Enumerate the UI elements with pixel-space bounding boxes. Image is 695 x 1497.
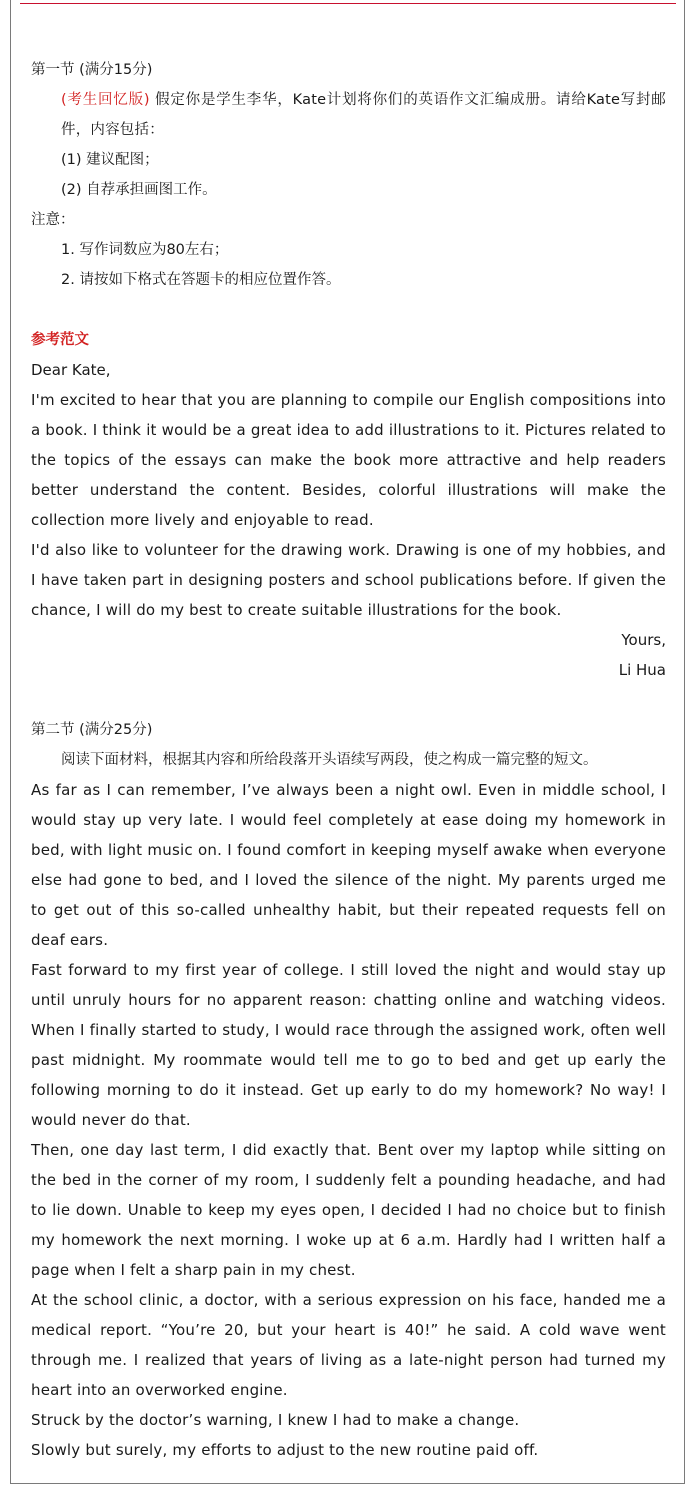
- section1-prompt-text: 假定你是学生李华，Kate计划将你们的英语作文汇编成册。请给Kate写封邮件，内容包括：: [61, 92, 666, 138]
- section1-heading: 第一节 (满分15分): [31, 62, 153, 78]
- recall-version-tag: (考生回忆版): [61, 92, 150, 108]
- spacer: [31, 685, 666, 715]
- continuation-opening: Struck by the doctor’s warning, I knew I had to make a change.: [31, 1411, 520, 1429]
- sample-essay-label: 参考范文: [31, 332, 89, 348]
- letter-signature: Li Hua: [618, 661, 666, 679]
- notice-item: 2. 请按如下格式在答题卡的相应位置作答。: [61, 272, 341, 288]
- section1-prompt: [31, 85, 666, 145]
- letter-paragraph: I'd also like to volunteer for the drawing work. Drawing is one of my hobbies, and I have taken part in designing posters and school publications before. If given the chance, I will do my best to create suitable illustrations for the book.: [31, 541, 666, 619]
- story-paragraph: Fast forward to my first year of college. I still loved the night and would stay up until unruly hours for no apparent reason: chatting online and watching videos. When I finally started to study, I would race through the assigned work, often well past midnight. My roommate would tell me to go to bed and get up early the following morning to do it instead. Get up early to do my homework? No way! I would never do that.: [31, 961, 666, 1129]
- story-paragraph: As far as I can remember, I’ve always been a night owl. Even in middle school, I would stay up very late. I would feel completely at ease doing my homework in bed, with light music on. I found comfort in keeping myself awake when everyone else had gone to bed, and I loved the silence of the night. My parents urged me to get out of this so-called unhealthy habit, but their repeated requests fell on deaf ears.: [31, 781, 666, 949]
- letter-greeting: Dear Kate,: [31, 361, 111, 379]
- requirement-item: (1) 建议配图；: [61, 152, 159, 168]
- spacer: [31, 295, 666, 325]
- section2-heading: 第二节 (满分25分): [31, 722, 153, 738]
- notice-label: 注意：: [31, 212, 75, 228]
- continuation-opening: Slowly but surely, my efforts to adjust to the new routine paid off.: [31, 1441, 539, 1459]
- letter-closing: Yours,: [621, 631, 666, 649]
- letter-paragraph: I'm excited to hear that you are planning to compile our English compositions into a book. I think it would be a great idea to add illustrations to it. Pictures related to the topics of the essays can make the book more attractive and help readers better understand the content. Besides, colorful illustrations will make the collection more lively and enjoyable to read.: [31, 391, 666, 529]
- notice-item: 1. 写作词数应为80左右；: [61, 242, 229, 258]
- story-paragraph: At the school clinic, a doctor, with a serious expression on his face, handed me a medical report. “You’re 20, but your heart is 40!” he said. A cold wave went through me. I realized that years of living as a late-night person had turned my heart into an overworked engine.: [31, 1291, 666, 1399]
- requirement-item: (2) 自荐承担画图工作。: [61, 182, 217, 198]
- section2-instruction: 阅读下面材料，根据其内容和所给段落开头语续写两段，使之构成一篇完整的短文。: [61, 752, 598, 768]
- document-body: [31, 55, 666, 1465]
- story-paragraph: Then, one day last term, I did exactly that. Bent over my laptop while sitting on the bed in the corner of my room, I suddenly felt a pounding headache, and had to lie down. Unable to keep my eyes open, I decided I had no choice but to finish my homework the next morning. I woke up at 6 a.m. Hardly had I written half a page when I felt a sharp pain in my chest.: [31, 1141, 666, 1279]
